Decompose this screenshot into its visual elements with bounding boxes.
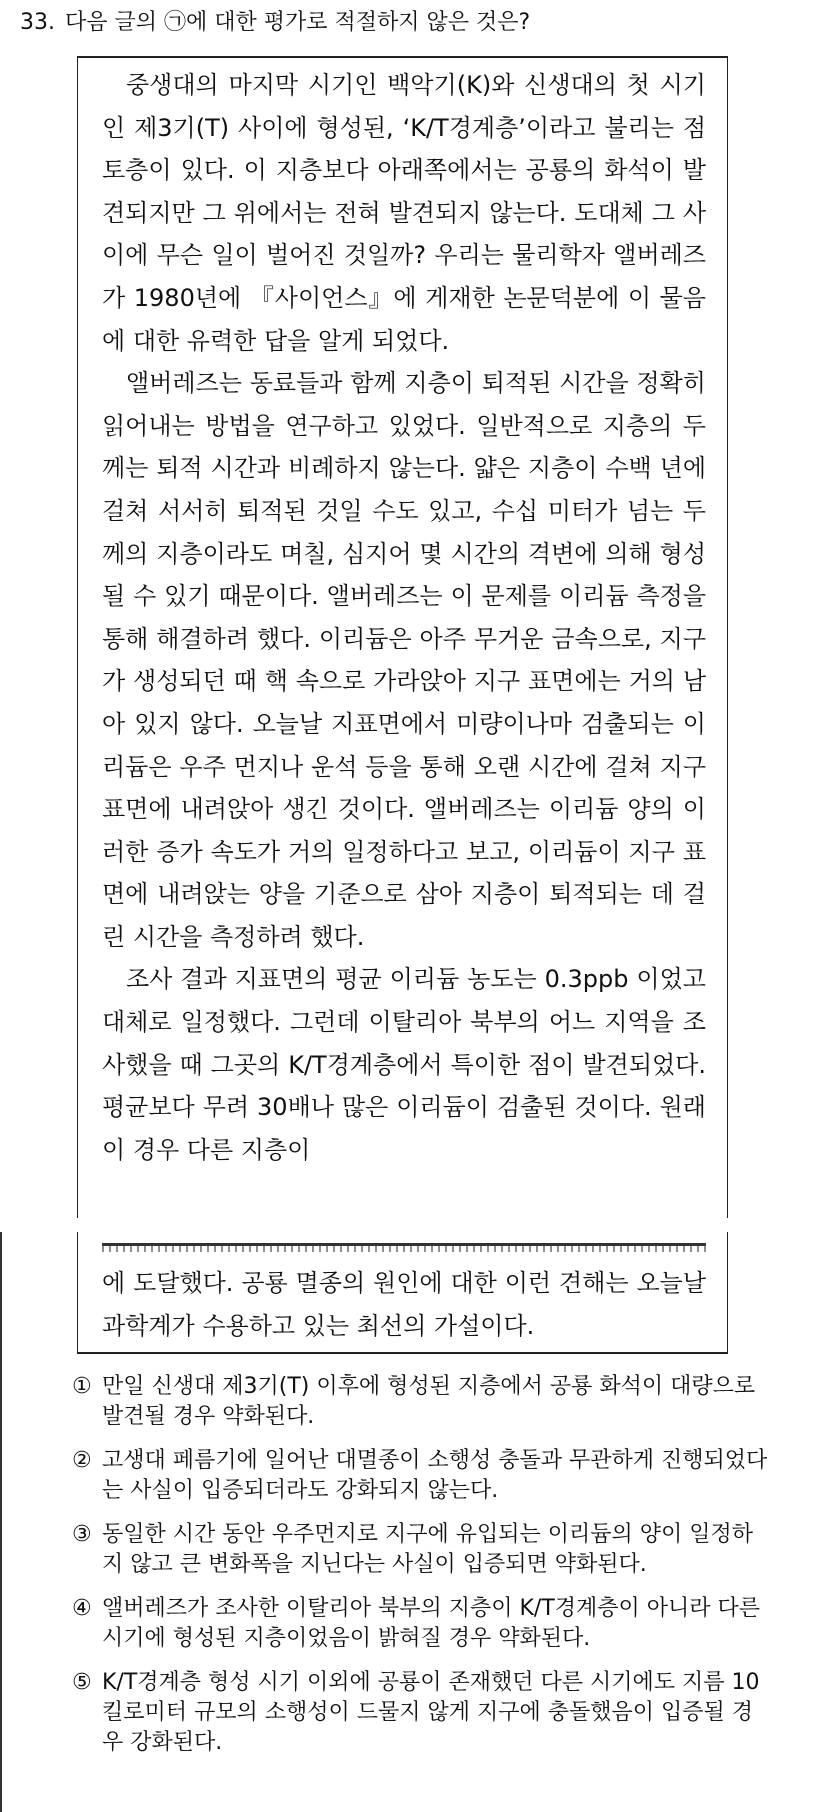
option-2[interactable] <box>72 1446 772 1506</box>
passage-paragraph-1: 중생대의 마지막 시기인 백악기(K)와 신생대의 첫 시기인 제3기(T) 사이에 형성된, ‘K/T경계층’이라고 불리는 점토층이 있다. 이 지층보다 아래쪽에서는 공룡의 화석이 발견되지만 그 위에서는 전혀 발견되지 않는다. 도대체 그 사이에 무슨 일이 벌어진 것일까? 우리는 물리학자 앨버레즈가 1980년에 『사이언스』에 게재한 논문덕분에 이 물음에 대한 유력한 답을 알게 되었다. <box>102 71 706 355</box>
answer-options <box>72 1372 772 1772</box>
option-5-text: K/T경계층 형성 시기 이외에 공룡이 존재했던 다른 시기에도 지름 10킬로미터 규모의 소행성이 드물지 않게 지구에 충돌했음이 입증될 경우 강화된다. <box>102 1670 760 1755</box>
page-cut-gap <box>76 1218 729 1232</box>
option-2-mark: ② <box>72 1448 92 1473</box>
option-3[interactable] <box>72 1520 772 1580</box>
option-1-mark: ① <box>72 1374 92 1399</box>
question-text: 다음 글의 ㉠에 대한 평가로 적절하지 않은 것은? <box>65 10 531 35</box>
question-number: 33. <box>20 10 55 35</box>
question-stem <box>20 6 800 40</box>
passage-paragraph-3: 조사 결과 지표면의 평균 이리듐 농도는 0.3ppb 이었고 대체로 일정했다. 그런데 이탈리아 북부의 어느 지역을 조사했을 때 그곳의 K/T경계층에서 특이한 점이 발견되었다. 평균보다 무려 30배나 많은 이리듐이 검출된 것이다. 원래 이 경우 다른 지층이 <box>102 965 706 1164</box>
option-4-mark: ④ <box>72 1596 92 1621</box>
option-2-text: 고생대 페름기에 일어난 대멸종이 소행성 충돌과 무관하게 진행되었다는 사실이 입증되더라도 강화되지 않는다. <box>102 1448 768 1503</box>
option-4-text: 앨버레즈가 조사한 이탈리아 북부의 지층이 K/T경계층이 아니라 다른 시기에 형성된 지층이었음이 밝혀질 경우 약화된다. <box>102 1596 761 1651</box>
passage <box>102 64 706 1171</box>
option-3-mark: ③ <box>72 1522 92 1547</box>
option-5[interactable] <box>72 1668 772 1758</box>
passage-paragraph-2: 앨버레즈는 동료들과 함께 지층이 퇴적된 시간을 정확히 읽어내는 방법을 연구하고 있었다. 일반적으로 지층의 두께는 퇴적 시간과 비례하지 않는다. 얇은 지층이 수백 년에 걸쳐 서서히 퇴적된 것일 수도 있고, 수십 미터가 넘는 두께의 지층이라도 며칠, 심지어 몇 시간의 격변에 의해 형성될 수 있기 때문이다. 앨버레즈는 이 문제를 이리듐 측정을 통해 해결하려 했다. 이리듐은 아주 무거운 금속으로, 지구가 생성되던 때 핵 속으로 가라앉아 지구 표면에는 거의 남아 있지 않다. 오늘날 지표면에서 미량이나마 검출되는 이리듐은 우주 먼지나 운석 등을 통해 오랜 시간에 걸쳐 지구 표면에 내려앉아 생긴 것이다. 앨버레즈는 이리듐 양의 이러한 증가 속도가 거의 일정하다고 보고, 이리듐이 지구 표면에 내려앉는 양을 기준으로 삼아 지층이 퇴적되는 데 걸린 시간을 측정하려 했다. <box>102 369 706 951</box>
option-5-mark: ⑤ <box>72 1670 92 1695</box>
option-3-text: 동일한 시간 동안 우주먼지로 지구에 유입되는 이리듐의 양이 일정하지 않고 큰 변화폭을 지닌다는 사실이 입증되면 약화된다. <box>102 1522 754 1577</box>
option-1[interactable] <box>72 1372 772 1432</box>
passage-tail: 에 도달했다. 공룡 멸종의 원인에 대한 이런 견해는 오늘날 과학계가 수용하고 있는 최선의 가설이다. <box>102 1269 706 1340</box>
option-1-text: 만일 신생대 제3기(T) 이후에 형성된 지층에서 공룡 화석이 대량으로 발견될 경우 약화된다. <box>102 1374 756 1429</box>
cut-text-fragment <box>102 1243 706 1253</box>
page-left-rule <box>0 1232 2 1812</box>
option-4[interactable] <box>72 1594 772 1654</box>
